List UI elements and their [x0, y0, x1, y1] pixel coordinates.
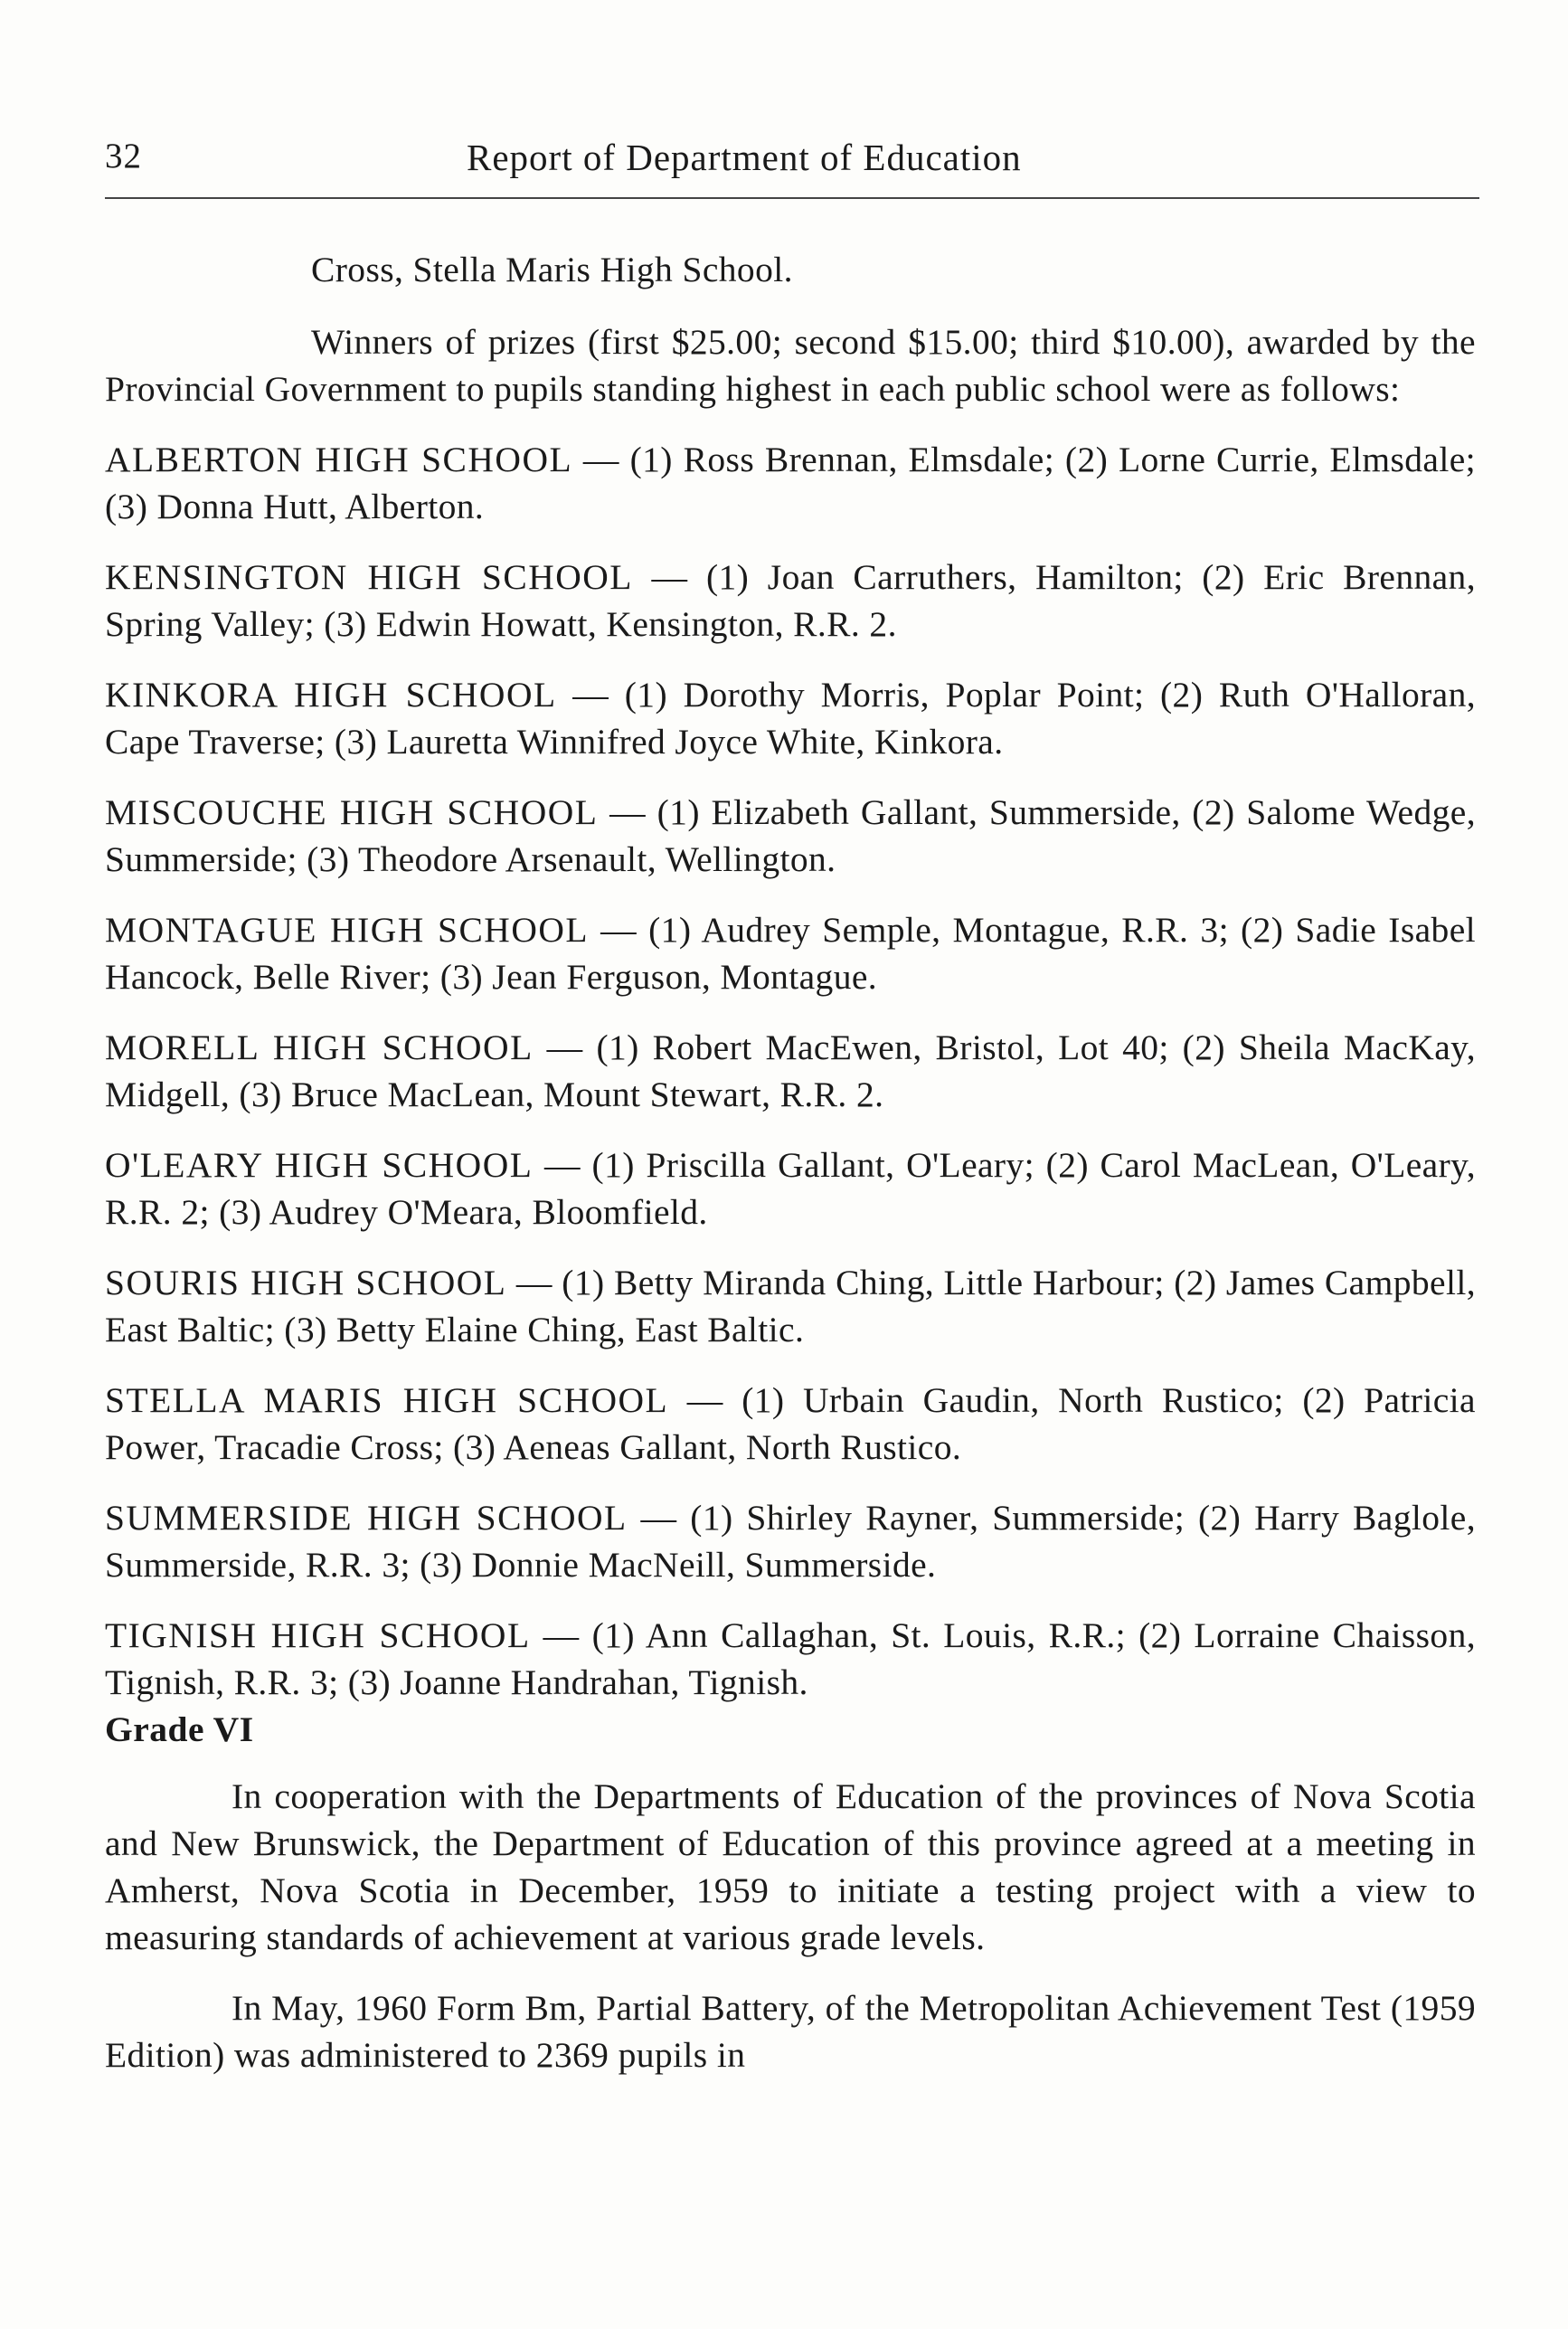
school-name: TIGNISH HIGH SCHOOL: [105, 1615, 531, 1655]
school-winners: — (1) Robert MacEwen, Bristol, Lot 40; (2) Sheila MacKay, Midgell, (3) Bruce MacLean, Mount Stewart, R.R. 2.: [105, 1027, 1476, 1114]
school-name: ALBERTON HIGH SCHOOL: [105, 440, 573, 479]
school-winners: — (1) Ann Callaghan, St. Louis, R.R.; (2) Lorraine Chaisson, Tignish, R.R. 3; (3) Joanne Handrahan, Tignish.: [105, 1615, 1476, 1702]
grade-paragraph: In cooperation with the Departments of Education of the provinces of Nova Scotia and New Brunswick, the Department of Education of this province agreed at a meeting in Amherst, Nova Scotia in December, 1959 to initiate a testing project with a view to measuring standards of achievement at various grade levels.: [105, 1776, 1476, 1957]
school-winners: — (1) Priscilla Gallant, O'Leary; (2) Carol MacLean, O'Leary, R.R. 2; (3) Audrey O'Meara, Bloomfield.: [105, 1145, 1476, 1232]
school-name: STELLA MARIS HIGH SCHOOL: [105, 1380, 669, 1420]
school-entry-tignish: [105, 1612, 1476, 1706]
grade-heading: Grade VI: [105, 1709, 254, 1749]
school-winners: — (1) Shirley Rayner, Summerside; (2) Harry Baglole, Summerside, R.R. 3; (3) Donnie MacNeill, Summerside.: [105, 1498, 1476, 1585]
school-name: O'LEARY HIGH SCHOOL: [105, 1145, 534, 1185]
school-winners: — (1) Urbain Gaudin, North Rustico; (2) Patricia Power, Tracadie Cross; (3) Aeneas Gallant, North Rustico.: [105, 1380, 1476, 1467]
school-entry-stella-maris: [105, 1377, 1476, 1471]
grade-paragraph: In May, 1960 Form Bm, Partial Battery, of the Metropolitan Achievement Test (1959 Edition) was administered to 2369 pupils in: [105, 1988, 1476, 2075]
school-winners: — (1) Dorothy Morris, Poplar Point; (2) Ruth O'Halloran, Cape Traverse; (3) Lauretta Winnifred Joyce White, Kinkora.: [105, 675, 1477, 762]
prizes-paragraph: Winners of prizes (first $25.00; second $15.00; third $10.00), awarded by the Provincial Government to pupils standing highest in each public school were as follows:: [105, 322, 1476, 409]
school-winners: — (1) Betty Miranda Ching, Little Harbour; (2) James Campbell, East Baltic; (3) Betty Elaine Ching, East Baltic.: [105, 1263, 1476, 1349]
school-winners: — (1) Audrey Semple, Montague, R.R. 3; (2) Sadie Isabel Hancock, Belle River; (3) Jean Ferguson, Montague.: [105, 910, 1477, 997]
school-name: SOURIS HIGH SCHOOL: [105, 1263, 507, 1302]
school-winners: — (1) Ross Brennan, Elmsdale; (2) Lorne Currie, Elmsdale; (3) Donna Hutt, Alberton.: [105, 440, 1476, 526]
school-entry-miscouche: [105, 789, 1476, 883]
school-name: MORELL HIGH SCHOOL: [105, 1027, 534, 1067]
school-entry-oleary: [105, 1141, 1476, 1236]
school-winners: — (1) Elizabeth Gallant, Summerside, (2) Salome Wedge, Summerside; (3) Theodore Arsenault, Wellington.: [105, 792, 1476, 879]
school-entry-alberton: [105, 436, 1476, 530]
header-rule: [105, 197, 1479, 199]
school-entry-souris: [105, 1259, 1476, 1353]
page-header: [105, 136, 1479, 199]
school-entry-morell: [105, 1024, 1476, 1118]
school-entry-kensington: [105, 554, 1476, 648]
school-entry-kinkora: [105, 671, 1476, 765]
school-name: KINKORA HIGH SCHOOL: [105, 675, 557, 715]
school-name: KENSINGTON HIGH SCHOOL: [105, 557, 633, 597]
school-entry-summerside: [105, 1494, 1476, 1588]
running-title: Report of Department of Education: [467, 137, 1022, 178]
school-name: SUMMERSIDE HIGH SCHOOL: [105, 1498, 628, 1538]
school-winners: — (1) Joan Carruthers, Hamilton; (2) Eric Brennan, Spring Valley; (3) Edwin Howatt, Kensington, R.R. 2.: [105, 557, 1476, 644]
school-entry-montague: [105, 906, 1476, 1000]
school-name: MISCOUCHE HIGH SCHOOL: [105, 792, 599, 832]
page-number: 32: [105, 137, 142, 175]
body-text: [105, 246, 1476, 2078]
continuation-line: Cross, Stella Maris High School.: [311, 250, 793, 289]
school-name: MONTAGUE HIGH SCHOOL: [105, 910, 590, 950]
